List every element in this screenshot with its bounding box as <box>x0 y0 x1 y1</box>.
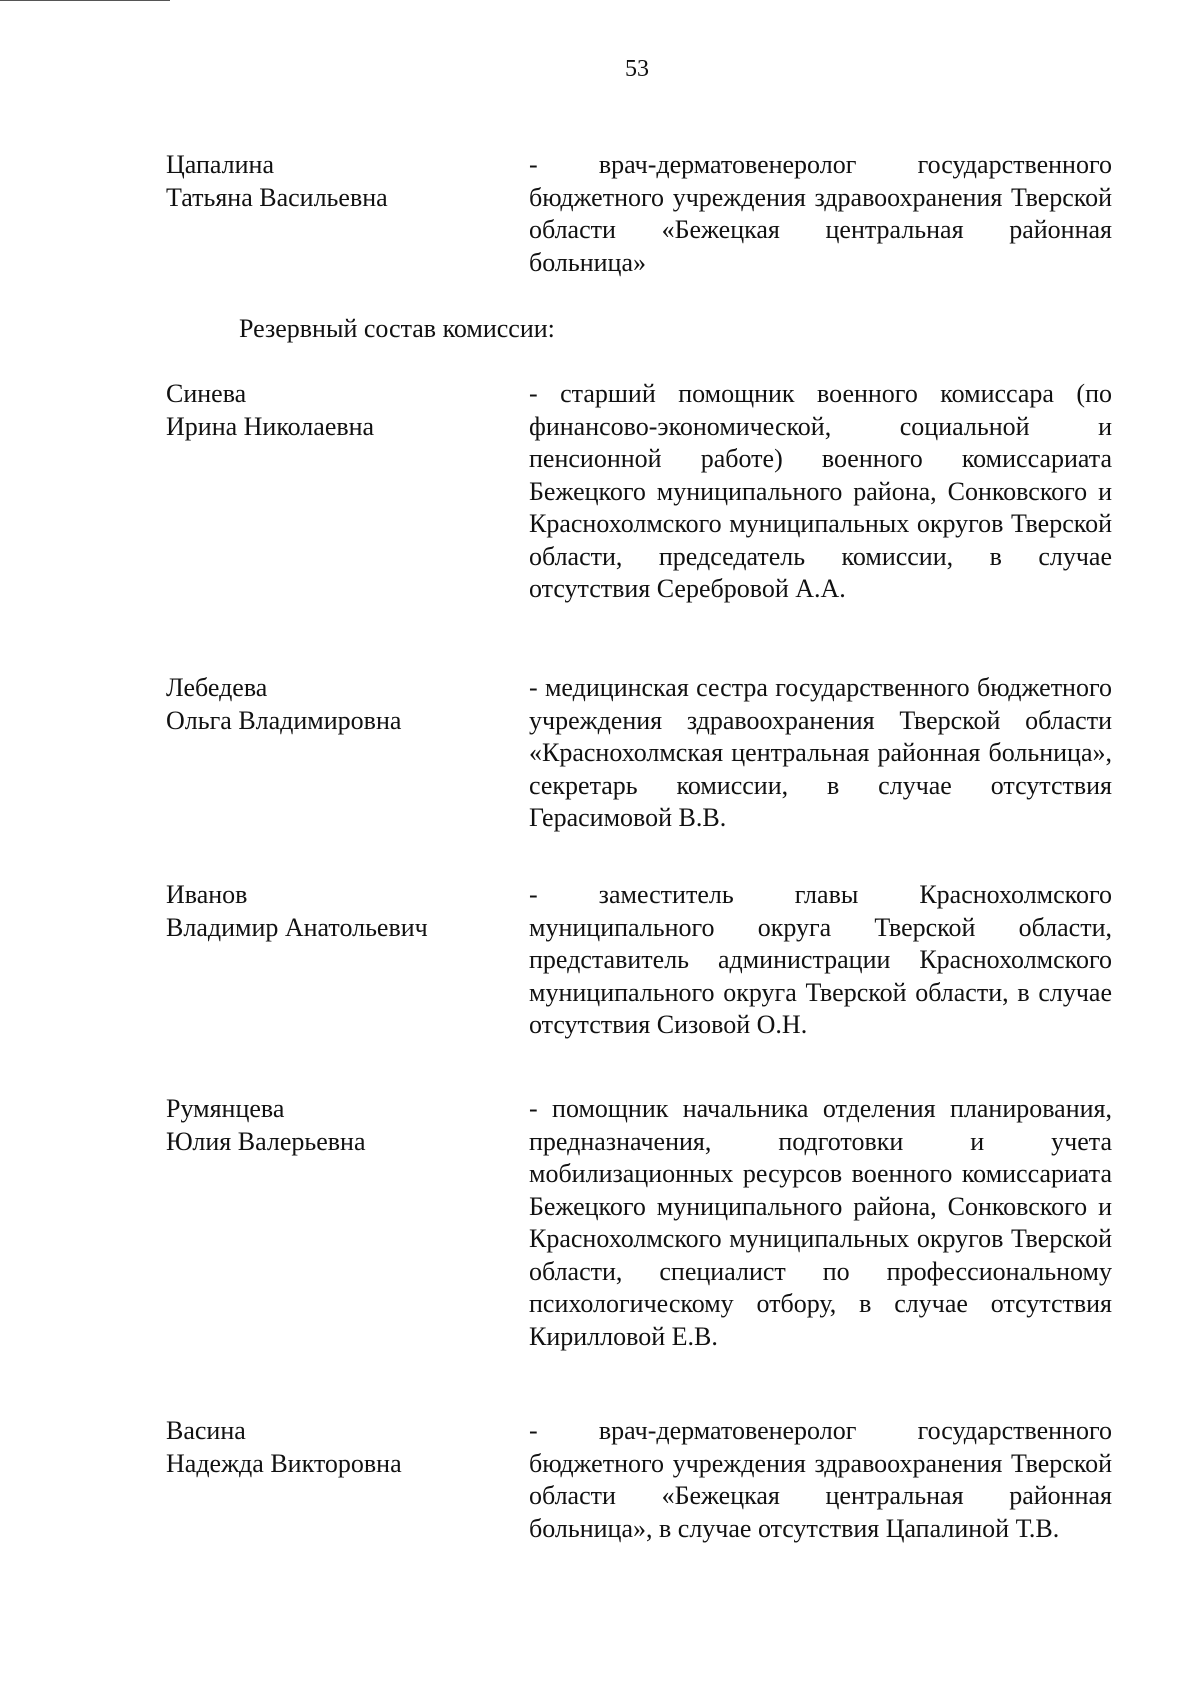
member-role: - врач-дерматовенеролог государственного бюджетного учреждения здравоохранения Тверской области «Бежецкая центральная районная больница», в случае отсутствия Цапалиной Т.В. <box>529 1416 1112 1543</box>
scan-edge-line <box>0 0 170 1</box>
member-given-names: Татьяна Васильевна <box>166 182 388 212</box>
section-heading: Резервный состав комиссии: <box>239 314 555 343</box>
member-surname: Синева <box>166 379 247 408</box>
member-role: - врач-дерматовенеролог государственного бюджетного учреждения здравоохранения Тверской области «Бежецкая центральная районная больница» <box>529 150 1112 277</box>
member-name <box>166 879 506 944</box>
member-name <box>166 1093 506 1158</box>
member-given-names: Юлия Валерьевна <box>166 1126 366 1156</box>
member-surname: Васина <box>166 1416 246 1445</box>
member-surname: Иванов <box>166 880 248 909</box>
member-given-names: Надежда Викторовна <box>166 1448 402 1478</box>
page-number: 53 <box>625 56 649 82</box>
member-given-names: Владимир Анатольевич <box>166 912 428 942</box>
member-surname: Цапалина <box>166 150 274 179</box>
member-name <box>166 149 506 214</box>
member-role: - помощник начальника отделения планирования, предназначения, подготовки и учета мобилизационных ресурсов военного комиссариата Бежецкого муниципального района, Сонковского и Краснохолмского муниципальных округов Тверской области, специалист по профессиональному психологическому отбору, в случае отсутствия Кирилловой Е.В. <box>529 1094 1112 1351</box>
member-name <box>166 1415 506 1480</box>
member-given-names: Ольга Владимировна <box>166 705 402 735</box>
member-surname: Румянцева <box>166 1094 285 1123</box>
member-surname: Лебедева <box>166 673 268 702</box>
member-name <box>166 378 506 443</box>
member-name <box>166 672 506 737</box>
member-given-names: Ирина Николаевна <box>166 411 375 441</box>
member-role: - старший помощник военного комиссара (по финансово-экономической, социальной и пенсионной работе) военного комиссариата Бежецкого муниципального района, Сонковского и Краснохолмского муниципальных округов Тверской области, председатель комиссии, в случае отсутствия Серебровой А.А. <box>529 379 1112 603</box>
member-role: - медицинская сестра государственного бюджетного учреждения здравоохранения Тверской области «Краснохолмская центральная районная больница», секретарь комиссии, в случае отсутствия Герасимовой В.В. <box>529 673 1112 832</box>
member-role: - заместитель главы Краснохолмского муниципального округа Тверской области, представитель администрации Краснохолмского муниципального округа Тверской области, в случае отсутствия Сизовой О.Н. <box>529 880 1112 1039</box>
